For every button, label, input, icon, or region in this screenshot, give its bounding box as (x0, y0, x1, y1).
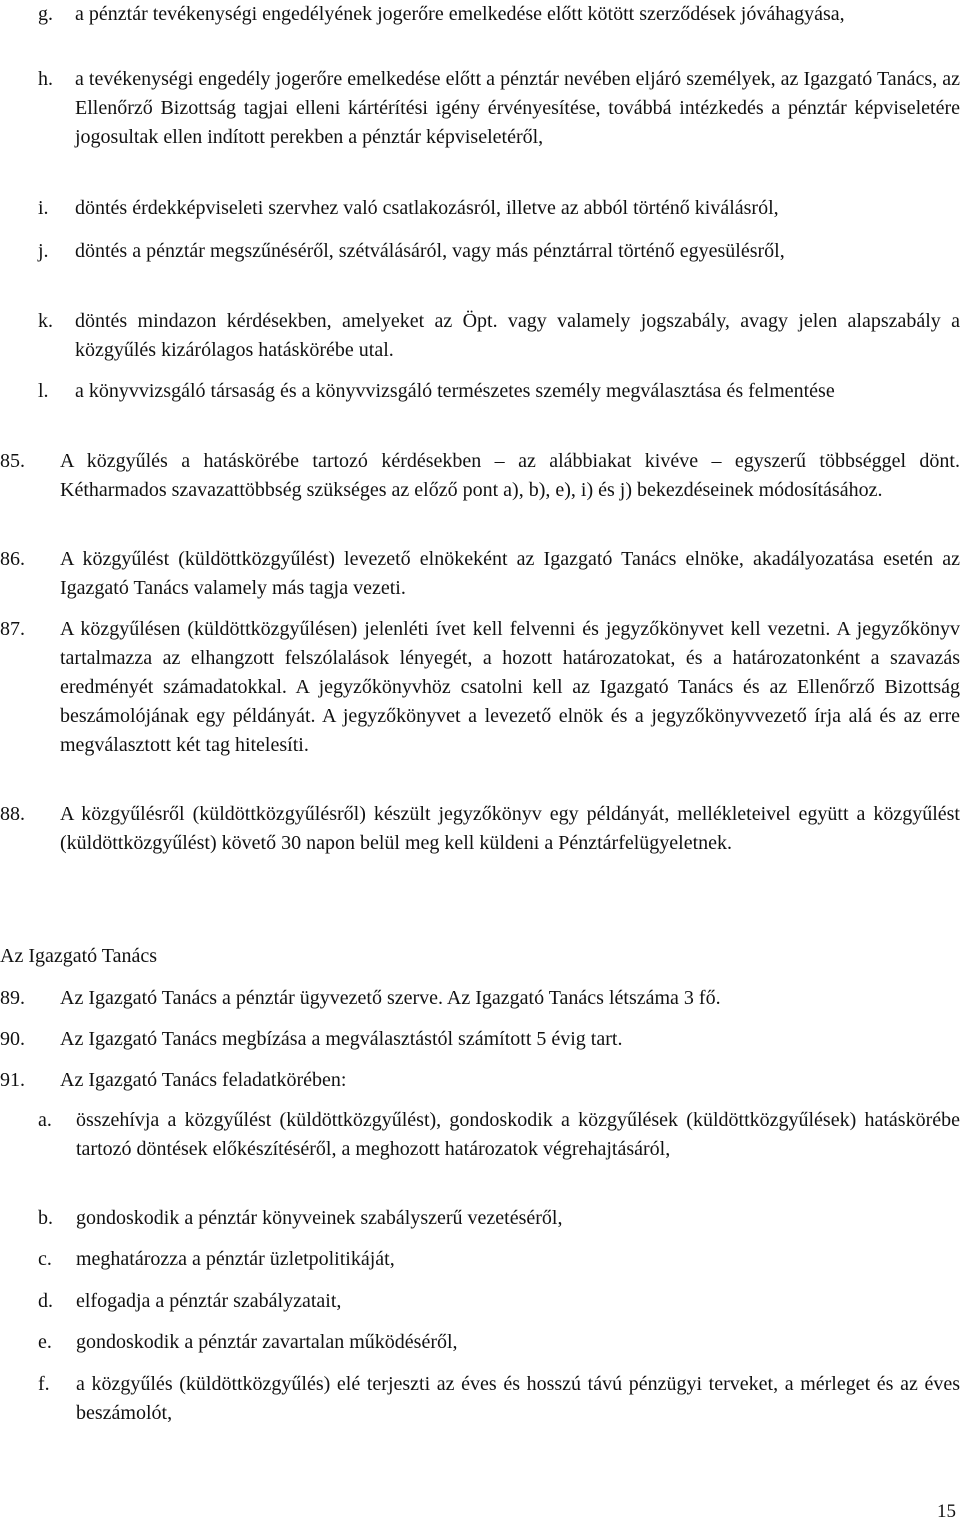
list-label: k. (38, 310, 53, 332)
list-text: elfogadja a pénztár szabályzatait, (76, 1290, 342, 1312)
paragraph-text: Az Igazgató Tanács feladatkörében: (60, 1069, 347, 1091)
list-text: döntés a pénztár megszűnéséről, szétválásáról, vagy más pénztárral történő egyesülésről, (75, 240, 785, 262)
list-label: e. (38, 1331, 52, 1353)
list-text: a pénztár tevékenységi engedélyének jogerőre emelkedése előtt kötött szerződések jóváhagyása, (75, 3, 845, 25)
paragraph-text: A közgyűlést (küldöttközgyűlést) levezető elnökeként az Igazgató Tanács elnöke, akadályozatása esetén az Igazgató Tanács valamely más tagja vezeti. (60, 548, 960, 599)
paragraph-number: 88. (0, 803, 25, 825)
sub-item-e (38, 1328, 960, 1357)
list-text: a könyvvizsgáló társaság és a könyvvizsgáló természetes személy megválasztása és felmentése (75, 380, 835, 402)
paragraph-91 (0, 1066, 960, 1095)
paragraph-text: A közgyűlésen (küldöttközgyűlésen) jelenléti ívet kell felvenni és jegyzőkönyvet kell vezetni. A jegyzőkönyv tartalmazza az elhangzott felszólalások lényegét, a hozott határozatokat, és a határozatonként a szavazás eredményét számadatokkal. A jegyzőkönyvhöz csatolni kell az Igazgató Tanács és az Ellenőrző Bizottság beszámolójának egy példányát. A jegyzőkönyvet a levezető elnök és a jegyzőkönyvvezető írja alá és az erre megválasztott két tag hitelesíti. (60, 618, 960, 756)
paragraph-89 (0, 984, 960, 1013)
sub-item-a (38, 1106, 960, 1164)
list-text: a tevékenységi engedély jogerőre emelkedése előtt a pénztár nevében eljáró személyek, az Igazgató Tanács, az Ellenőrző Bizottság tagjai elleni kártérítési igény érvényesítése, továbbá intézkedés a pénztár képviseletére jogosultak ellen indított perekben a pénztár képviseletéről, (75, 68, 960, 148)
list-label: c. (38, 1248, 52, 1270)
paragraph-text: A közgyűlésről (küldöttközgyűlésről) készült jegyzőkönyv egy példányát, mellékleteivel együtt a közgyűlést (küldöttközgyűlést) követő 30 napon belül meg kell küldeni a Pénztárfelügyeletnek. (60, 803, 960, 854)
paragraph-number: 91. (0, 1069, 25, 1091)
list-item-k (38, 307, 960, 365)
paragraph-number: 90. (0, 1028, 25, 1050)
paragraph-number: 89. (0, 987, 25, 1009)
list-label: j. (38, 240, 49, 262)
list-text: a közgyűlés (küldöttközgyűlés) elé terjeszti az éves és hosszú távú pénzügyi terveket, a mérleget és az éves beszámolót, (76, 1373, 960, 1424)
sub-item-c (38, 1245, 960, 1274)
paragraph-number: 87. (0, 618, 25, 640)
list-label: h. (38, 68, 53, 90)
paragraph-88 (0, 800, 960, 858)
list-item-i (38, 194, 960, 223)
sub-item-b (38, 1204, 960, 1233)
paragraph-text: A közgyűlés a hatáskörébe tartozó kérdésekben – az alábbiakat kivéve – egyszerű többséggel dönt. Kétharmados szavazattöbbség szükséges az előző pont a), b), e), i) és j) bekezdéseinek módosításához. (60, 450, 960, 501)
list-item-j (38, 237, 960, 266)
list-text: döntés mindazon kérdésekben, amelyeket az Öpt. vagy valamely jogszabály, avagy jelen alapszabály a közgyűlés kizárólagos hatáskörébe utal. (75, 310, 960, 361)
paragraph-number: 85. (0, 450, 25, 472)
paragraph-text: Az Igazgató Tanács megbízása a megválasztástól számított 5 évig tart. (60, 1028, 623, 1050)
list-label: f. (38, 1373, 50, 1395)
list-label: d. (38, 1290, 53, 1312)
section-heading: Az Igazgató Tanács (0, 945, 158, 967)
list-label: g. (38, 3, 53, 25)
sub-item-f (38, 1370, 960, 1428)
paragraph-text: Az Igazgató Tanács a pénztár ügyvezető szerve. Az Igazgató Tanács létszáma 3 fő. (60, 987, 721, 1009)
list-text: meghatározza a pénztár üzletpolitikáját, (76, 1248, 395, 1270)
paragraph-87 (0, 615, 960, 760)
list-item-h (38, 65, 960, 152)
list-label: b. (38, 1207, 53, 1229)
paragraph-85 (0, 447, 960, 505)
list-text: gondoskodik a pénztár könyveinek szabályszerű vezetéséről, (76, 1207, 563, 1229)
paragraph-90 (0, 1025, 960, 1054)
list-label: a. (38, 1109, 52, 1131)
list-text: gondoskodik a pénztár zavartalan működéséről, (76, 1331, 458, 1353)
paragraph-number: 86. (0, 548, 25, 570)
page-number: 15 (937, 1501, 956, 1522)
list-label: i. (38, 197, 49, 219)
list-item-l (38, 377, 960, 406)
list-text: összehívja a közgyűlést (küldöttközgyűlést), gondoskodik a közgyűlések (küldöttközgyűlések) hatáskörébe tartozó döntések előkészítéséről, a meghozott határozatok végrehajtásáról, (76, 1109, 960, 1160)
list-label: l. (38, 380, 49, 402)
list-item-g (38, 0, 960, 29)
list-text: döntés érdekképviseleti szervhez való csatlakozásról, illetve az abból történő kiválásról, (75, 197, 779, 219)
paragraph-86 (0, 545, 960, 603)
sub-item-d (38, 1287, 960, 1316)
